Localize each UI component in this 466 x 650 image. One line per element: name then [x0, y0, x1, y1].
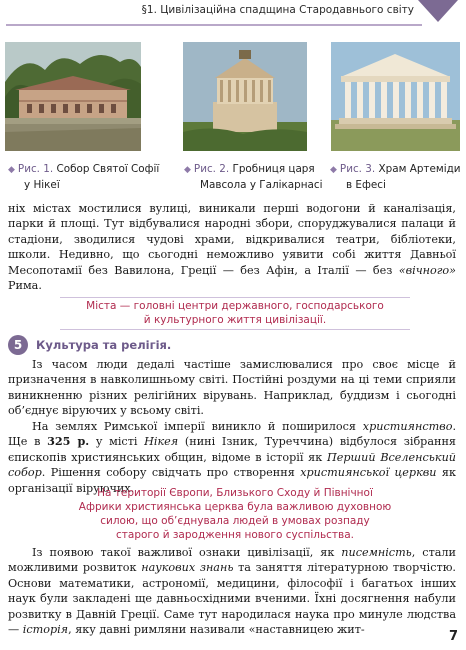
header-rule — [6, 24, 422, 26]
diamond-bullet-icon: ◆ — [330, 165, 337, 175]
callout-church: На території Європи, Близького Сходу й Північної Африки християнська церква була важливою духовною силою, що об’єднувала людей в умовах розпаду старого й зародження нового суспільства. — [78, 487, 392, 541]
callout-rule-bottom — [60, 329, 410, 330]
header-title: §1. Цивілізаційна спадщина Стародавнього світу — [141, 4, 414, 16]
figure-2-caption: ◆ Рис. 2. Гробниця царя Мавсола у Галікарнасі — [184, 163, 323, 191]
running-header — [0, 0, 466, 26]
figure-3-caption: ◆ Рис. 3. Храм Артеміди в Ефесі — [330, 163, 461, 191]
intro-paragraph: ніх містах мостилися вулиці, виникали перші водогони й каналізація, парки й площі. Тут відбувалися народні збори, споруджувалися палаци й стадіони, зводилися чудові храми, відкривалися театри, бібліотеки, школи. Недивно, що сьогодні неможливо уявити собі життя Давньої Месопотамії без Вавилона, Греції — без Афін, а Італії — без «вічного» Рима. — [8, 202, 456, 293]
callout-rule-top — [60, 297, 410, 298]
section-title: Культура та релігія. — [36, 338, 172, 352]
figure-1-image — [5, 42, 141, 151]
diamond-bullet-icon: ◆ — [184, 165, 191, 175]
callout-cities: Міста — головні центри державного, господарського й культурного життя цивілізації. — [60, 299, 410, 327]
diamond-bullet-icon: ◆ — [8, 165, 15, 175]
paragraph-religion-1: Із часом люди дедалі частіше замислювалися про своє місце й призначення в навколишньому світі. Постійні роздуми на ці теми сприяли виникненню різних релігійних вірувань. Наприклад, буддизм і сьогодні об’єднує віруючих у всьому світі. — [8, 358, 456, 418]
paragraph-writing: Із появою такої важливої ознаки цивілізації, як писемність, стали можливими розвиток наукових знань та заняття літературною творчістю. Основи математики, астрономії, медицини, філософії і багатьох інших наук були закладені ще давньосхідними вченими. Їхні досягнення набули розвитку в Давній Греції. Саме тут народилася наука про минуле людства — історія, яку давні римляни називали «наставницею жит- — [8, 546, 456, 637]
header-tab-marker — [418, 0, 458, 22]
figure-1-caption: ◆ Рис. 1. Собор Святої Софії у Нікеї — [8, 163, 160, 191]
paragraph-christianity: На землях Римської імперії виникло й поширилося християнство. Ще в 325 р. у місті Нікея (нині Ізник, Туреччина) відбулося зібрання єпископів християнських общин, відоме в історії як Перший Вселенський собор. Рішення собору свідчать про створення християнської церкви як організації віруючих. — [8, 420, 456, 495]
figure-3-image — [331, 42, 460, 151]
page-number: 7 — [448, 629, 458, 644]
section-number-badge: 5 — [8, 335, 28, 355]
figure-2-image — [183, 42, 307, 151]
